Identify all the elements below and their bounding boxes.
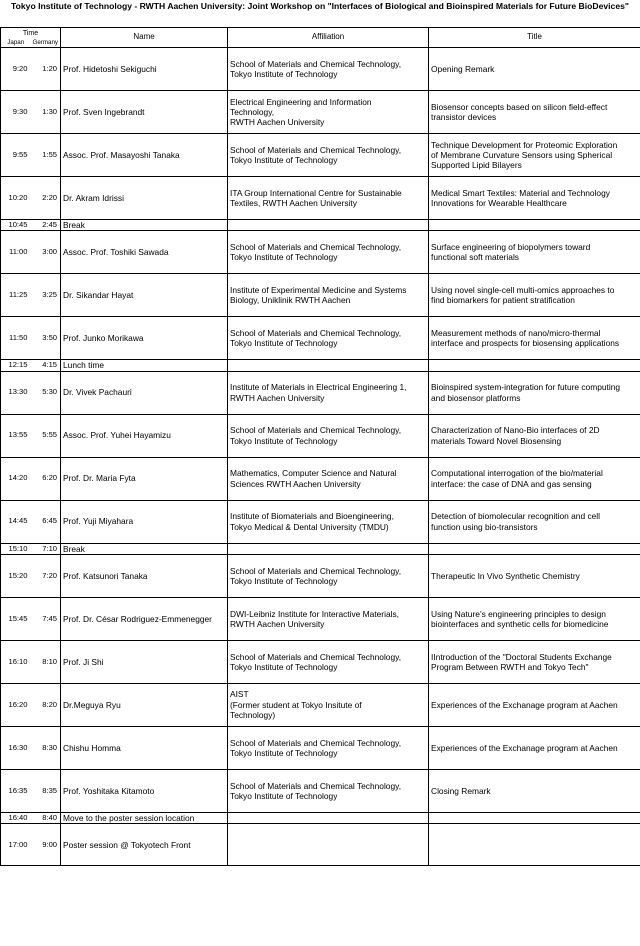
speaker-name: Prof. Yuji Miyahara bbox=[61, 500, 228, 543]
affiliation-line: Tokyo Medical & Dental University (TMDU) bbox=[230, 521, 389, 532]
speaker-name: Chishu Homma bbox=[61, 726, 228, 769]
talk-title-line: transistor devices bbox=[431, 112, 497, 122]
affiliation bbox=[228, 220, 429, 231]
session-label: Lunch time bbox=[61, 360, 228, 371]
affiliation-line: Tokyo Institute of Technology bbox=[230, 338, 338, 349]
time-header: Time bbox=[1, 28, 61, 39]
affiliation-line: Electrical Engineering and Information bbox=[230, 96, 372, 107]
affiliation-line: RWTH Aachen University bbox=[230, 618, 325, 629]
talk-row bbox=[1, 457, 640, 500]
session-row bbox=[1, 812, 640, 823]
time-japan: 15:45 bbox=[1, 597, 31, 640]
affiliation-line: (Former student at Tokyo Insitute of bbox=[230, 699, 362, 710]
time-germany: 8:35 bbox=[31, 769, 61, 812]
talk-title bbox=[429, 824, 640, 866]
time-japan: 9:55 bbox=[1, 134, 31, 177]
talk-title bbox=[429, 91, 640, 134]
time-japan: 16:10 bbox=[1, 640, 31, 683]
talk-title-line: of Membrane Curvature Sensors using Spherical bbox=[431, 149, 613, 160]
time-japan: 12:15 bbox=[1, 360, 31, 371]
affiliation bbox=[228, 371, 429, 414]
affiliation bbox=[228, 726, 429, 769]
affiliation-line: Biology, Uniklinik RWTH Aachen bbox=[230, 295, 351, 306]
talk-title-line: biointerfaces and synthetic cells for biomedicine bbox=[431, 618, 609, 629]
speaker-name: Prof. Katsunori Tanaka bbox=[61, 554, 228, 597]
talk-title bbox=[429, 134, 640, 177]
affiliation-line: Tokyo Institute of Technology bbox=[230, 155, 338, 165]
talk-title-line: Using novel single-cell multi-omics approaches to bbox=[431, 285, 615, 295]
talk-row bbox=[1, 597, 640, 640]
talk-title bbox=[429, 500, 640, 543]
name-header: Name bbox=[61, 28, 228, 48]
affiliation-line: Institute of Experimental Medicine and Systems bbox=[230, 285, 407, 295]
affiliation-line: Institute of Materials in Electrical Engineering 1, bbox=[230, 382, 407, 393]
talk-row bbox=[1, 371, 640, 414]
talk-row bbox=[1, 134, 640, 177]
affiliation bbox=[228, 769, 429, 812]
affiliation-line: School of Materials and Chemical Technology, bbox=[230, 144, 402, 155]
talk-title bbox=[429, 726, 640, 769]
talk-title bbox=[429, 274, 640, 317]
talk-title bbox=[429, 554, 640, 597]
talk-row bbox=[1, 683, 640, 726]
talk-row bbox=[1, 726, 640, 769]
speaker-name: Prof. Dr. César Rodriguez-Emmenegger bbox=[61, 597, 228, 640]
affiliation-line: Technology) bbox=[230, 710, 276, 721]
time-germany: 5:30 bbox=[31, 371, 61, 414]
affiliation bbox=[228, 134, 429, 177]
time-japan: 11:00 bbox=[1, 231, 31, 274]
time-germany: 3:25 bbox=[31, 274, 61, 317]
affiliation-line: Institute of Biomaterials and Bioengineering, bbox=[230, 511, 394, 522]
affiliation-line: RWTH Aachen University bbox=[230, 117, 325, 128]
affiliation-line: Sciences RWTH Aachen University bbox=[230, 478, 361, 489]
affiliation-line: Tokyo Institute of Technology bbox=[230, 252, 338, 263]
session-label: Break bbox=[61, 543, 228, 554]
talk-title bbox=[429, 812, 640, 823]
talk-title bbox=[429, 220, 640, 231]
affiliation-line: Tokyo Institute of Technology bbox=[230, 69, 338, 79]
header-row bbox=[1, 28, 640, 39]
affiliation-line: Mathematics, Computer Science and Natural bbox=[230, 468, 397, 479]
session-label: Break bbox=[61, 220, 228, 231]
affiliation-line: School of Materials and Chemical Technology, bbox=[230, 565, 402, 576]
talk-row bbox=[1, 500, 640, 543]
time-germany: 8:30 bbox=[31, 726, 61, 769]
affiliation bbox=[228, 91, 429, 134]
time-japan: 14:20 bbox=[1, 457, 31, 500]
session-label: Move to the poster session location bbox=[61, 812, 228, 823]
time-germany: 5:55 bbox=[31, 414, 61, 457]
affiliation-line: Technology, bbox=[230, 106, 275, 117]
speaker-name: Prof. Sven Ingebrandt bbox=[61, 91, 228, 134]
session-row bbox=[1, 543, 640, 554]
affiliation bbox=[228, 824, 429, 866]
schedule-table bbox=[0, 27, 640, 866]
time-germany: 3:50 bbox=[31, 317, 61, 360]
talk-title-line: Computational interrogation of the bio/material bbox=[431, 468, 603, 479]
talk-row bbox=[1, 231, 640, 274]
time-japan: 9:20 bbox=[1, 48, 31, 91]
talk-title-line: Program Between RWTH and Tokyo Tech" bbox=[431, 661, 589, 672]
talk-title bbox=[429, 769, 640, 812]
affiliation-line: Tokyo Institute of Technology bbox=[230, 661, 338, 672]
talk-title-line: Bioinspired system-integration for future computing bbox=[431, 382, 621, 393]
time-japan: 16:30 bbox=[1, 726, 31, 769]
affiliation bbox=[228, 597, 429, 640]
time-germany: 6:45 bbox=[31, 500, 61, 543]
talk-title-line: interface and prospects for biosensing applications bbox=[431, 338, 620, 349]
time-germany: 1:30 bbox=[31, 91, 61, 134]
affiliation bbox=[228, 274, 429, 317]
speaker-name: Prof. Ji Shi bbox=[61, 640, 228, 683]
time-japan: 13:30 bbox=[1, 371, 31, 414]
talk-title-line: function using bio-transistors bbox=[431, 521, 538, 532]
time-japan: 15:20 bbox=[1, 554, 31, 597]
talk-title-line: materials Toward Novel Biosensing bbox=[431, 435, 562, 446]
title-header: Title bbox=[429, 28, 640, 48]
speaker-name: Dr. Sikandar Hayat bbox=[61, 274, 228, 317]
affiliation bbox=[228, 640, 429, 683]
affiliation bbox=[228, 543, 429, 554]
time-germany: 2:45 bbox=[31, 220, 61, 231]
talk-title bbox=[429, 683, 640, 726]
talk-row bbox=[1, 177, 640, 220]
time-germany: 8:40 bbox=[31, 812, 61, 823]
speaker-name: Assoc. Prof. Yuhei Hayamizu bbox=[61, 414, 228, 457]
talk-row bbox=[1, 414, 640, 457]
speaker-name: Dr.Meguya Ryu bbox=[61, 683, 228, 726]
affiliation-line: School of Materials and Chemical Technology, bbox=[230, 425, 402, 436]
affiliation-line: Textiles, RWTH Aachen University bbox=[230, 198, 357, 208]
affiliation bbox=[228, 48, 429, 91]
talk-title-line: Experiences of the Exchanage program at Aachen bbox=[431, 742, 618, 753]
time-germany: 7:10 bbox=[31, 543, 61, 554]
time-germany: 7:45 bbox=[31, 597, 61, 640]
time-japan: 10:45 bbox=[1, 220, 31, 231]
time-germany: 6:20 bbox=[31, 457, 61, 500]
talk-row bbox=[1, 317, 640, 360]
talk-title-line: Therapeutic In Vivo Synthetic Chemistry bbox=[431, 570, 580, 581]
time-germany: 2:20 bbox=[31, 177, 61, 220]
affiliation bbox=[228, 360, 429, 371]
talk-title-line: Closing Remark bbox=[431, 785, 491, 796]
affiliation-line: Tokyo Institute of Technology bbox=[230, 435, 338, 446]
document-title: Tokyo Institute of Technology - RWTH Aachen University: Joint Workshop on "Interfaces of Biological and Bioinspired Materials for Future BioDevices" bbox=[11, 1, 629, 11]
affiliation-line: Tokyo Institute of Technology bbox=[230, 575, 338, 586]
affiliation-line: DWI-Leibniz Institute for Interactive Materials, bbox=[230, 608, 399, 619]
talk-title-line: Supported Lipid Bilayers bbox=[431, 160, 522, 171]
time-germany: 8:10 bbox=[31, 640, 61, 683]
talk-title-line: Measurement methods of nano/micro-thermal bbox=[431, 328, 601, 338]
talk-row bbox=[1, 769, 640, 812]
affiliation bbox=[228, 683, 429, 726]
speaker-name: Dr. Vivek Pachauri bbox=[61, 371, 228, 414]
time-japan: 17:00 bbox=[1, 824, 31, 866]
germany-header: Germany bbox=[31, 38, 61, 48]
time-japan: 11:50 bbox=[1, 317, 31, 360]
speaker-name: Prof. Dr. Maria Fyta bbox=[61, 457, 228, 500]
speaker-name: Dr. Akram Idrissi bbox=[61, 177, 228, 220]
talk-row bbox=[1, 640, 640, 683]
affiliation-line: School of Materials and Chemical Technology, bbox=[230, 242, 402, 252]
session-label: Poster session @ Tokyotech Front bbox=[61, 824, 228, 866]
talk-title bbox=[429, 317, 640, 360]
time-japan: 11:25 bbox=[1, 274, 31, 317]
talk-row bbox=[1, 554, 640, 597]
affiliation-line: School of Materials and Chemical Technology, bbox=[230, 651, 402, 662]
talk-title-line: and biosensor platforms bbox=[431, 392, 521, 403]
affiliation-header: Affiliation bbox=[228, 28, 429, 48]
affiliation-line: AIST bbox=[230, 689, 249, 700]
talk-title-line: Experiences of the Exchanage program at Aachen bbox=[431, 699, 618, 710]
time-japan: 10:20 bbox=[1, 177, 31, 220]
talk-title-line: Characterization of Nano-Bio interfaces of 2D bbox=[431, 425, 600, 436]
speaker-name: Prof. Junko Morikawa bbox=[61, 317, 228, 360]
talk-title-line: Innovations for Wearable Healthcare bbox=[431, 198, 567, 208]
session-row bbox=[1, 824, 640, 866]
schedule-body bbox=[1, 48, 640, 866]
time-japan: 13:55 bbox=[1, 414, 31, 457]
speaker-name: Prof. Yoshitaka Kitamoto bbox=[61, 769, 228, 812]
talk-title-line: Using Nature’s engineering principles to design bbox=[431, 608, 606, 619]
affiliation bbox=[228, 500, 429, 543]
talk-title bbox=[429, 371, 640, 414]
time-germany: 1:55 bbox=[31, 134, 61, 177]
speaker-name: Assoc. Prof. Masayoshi Tanaka bbox=[61, 134, 228, 177]
talk-title-line: Opening Remark bbox=[431, 63, 495, 74]
time-germany: 9:00 bbox=[31, 824, 61, 866]
talk-title-line: find biomarkers for patient stratification bbox=[431, 295, 575, 306]
time-germany: 7:20 bbox=[31, 554, 61, 597]
speaker-name: Prof. Hidetoshi Sekiguchi bbox=[61, 48, 228, 91]
talk-title bbox=[429, 177, 640, 220]
time-japan: 14:45 bbox=[1, 500, 31, 543]
affiliation-line: School of Materials and Chemical Technology, bbox=[230, 328, 402, 338]
affiliation-line: School of Materials and Chemical Technology, bbox=[230, 737, 402, 748]
talk-title bbox=[429, 597, 640, 640]
affiliation bbox=[228, 554, 429, 597]
affiliation bbox=[228, 457, 429, 500]
affiliation-line: Tokyo Institute of Technology bbox=[230, 790, 338, 801]
affiliation-line: Tokyo Institute of Technology bbox=[230, 747, 338, 758]
time-germany: 8:20 bbox=[31, 683, 61, 726]
talk-title-line: IIntroduction of the "Doctoral Students Exchange bbox=[431, 651, 612, 662]
time-japan: 16:35 bbox=[1, 769, 31, 812]
talk-title bbox=[429, 48, 640, 91]
talk-title-line: Medical Smart Textiles: Material and Technology bbox=[431, 187, 610, 198]
talk-title-line: Detection of biomolecular recognition and cell bbox=[431, 511, 601, 522]
affiliation-line: ITA Group International Centre for Sustainable bbox=[230, 187, 402, 198]
time-japan: 15:10 bbox=[1, 543, 31, 554]
talk-title bbox=[429, 414, 640, 457]
session-row bbox=[1, 360, 640, 371]
affiliation bbox=[228, 812, 429, 823]
talk-row bbox=[1, 48, 640, 91]
talk-title-line: interface: the case of DNA and gas sensing bbox=[431, 478, 592, 489]
talk-title-line: functional soft materials bbox=[431, 252, 519, 263]
talk-row bbox=[1, 274, 640, 317]
speaker-name: Assoc. Prof. Toshiki Sawada bbox=[61, 231, 228, 274]
talk-title bbox=[429, 457, 640, 500]
time-japan: 9:30 bbox=[1, 91, 31, 134]
time-germany: 3:00 bbox=[31, 231, 61, 274]
session-row bbox=[1, 220, 640, 231]
talk-title bbox=[429, 640, 640, 683]
time-germany: 1:20 bbox=[31, 48, 61, 91]
talk-title-line: Technique Development for Proteomic Exploration bbox=[431, 139, 618, 150]
affiliation-line: School of Materials and Chemical Technology, bbox=[230, 780, 402, 791]
time-japan: 16:40 bbox=[1, 812, 31, 823]
affiliation bbox=[228, 317, 429, 360]
time-japan: 16:20 bbox=[1, 683, 31, 726]
japan-header: Japan bbox=[1, 38, 31, 48]
affiliation bbox=[228, 414, 429, 457]
affiliation-line: School of Materials and Chemical Technology, bbox=[230, 58, 402, 69]
talk-title bbox=[429, 231, 640, 274]
talk-title bbox=[429, 360, 640, 371]
talk-title-line: Biosensor concepts based on silicon field-effect bbox=[431, 101, 608, 112]
affiliation bbox=[228, 231, 429, 274]
talk-row bbox=[1, 91, 640, 134]
affiliation bbox=[228, 177, 429, 220]
talk-title-line: Surface engineering of biopolymers toward bbox=[431, 242, 591, 252]
time-germany: 4:15 bbox=[31, 360, 61, 371]
affiliation-line: RWTH Aachen University bbox=[230, 392, 325, 403]
talk-title bbox=[429, 543, 640, 554]
